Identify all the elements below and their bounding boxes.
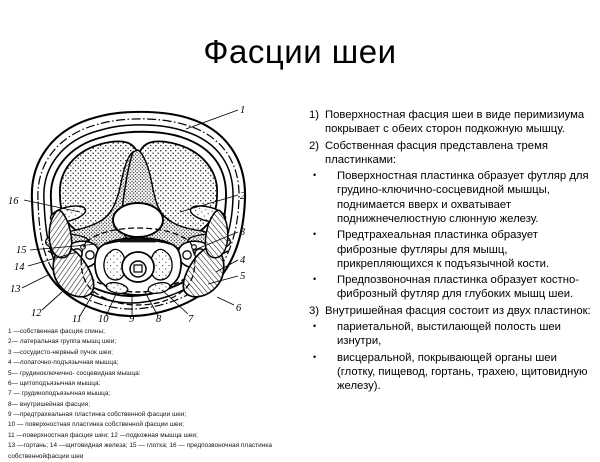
content-marker-1: 1) (309, 109, 320, 121)
figure-drawing (8, 105, 246, 322)
figure-legend (8, 327, 298, 462)
content-text-5: Предпозвоночная пластинка образует костно-фиброзный футляр для глубоких мышц шеи. (337, 274, 579, 301)
figure-label-11: 11 (72, 314, 82, 322)
content-text-2: Собственная фасция представлена тремя пластинками: (325, 139, 548, 166)
figure-label-13: 13 (10, 284, 21, 295)
figure-label-3: 3 (240, 227, 246, 238)
content-text-7: париетальной, выстилающей полость шеи изнутри, (337, 320, 561, 348)
figure-label-7: 7 (188, 314, 194, 322)
legend-item-9: 9 —предтрахеальная пластинка собственной фасции шеи; (8, 411, 187, 418)
content-text-6: Внутришейная фасция состоит из двух пластинок: (325, 304, 591, 317)
legend-item-1: 1 —собственная фасция спины; (8, 328, 105, 335)
content-bullet-5: • (313, 274, 317, 285)
legend-item-8: 8— внутришейная фасция; (8, 400, 91, 408)
content-item-1 (309, 108, 596, 137)
content-item-8 (309, 351, 596, 394)
figure-label-2: 2 (240, 191, 246, 202)
content-bullet-4: • (313, 229, 317, 240)
figure-label-1: 1 (240, 105, 246, 116)
vertebral-canal (113, 203, 163, 237)
figure-label-6: 6 (236, 303, 242, 314)
content-marker-6: 3) (309, 304, 320, 317)
legend-item-2: 2— латеральная группа мышц шеи; (8, 338, 117, 346)
content-text-4: Предтрахеальная пластинка образует фиброзные футляры для мышц, прикрепляющихся к подъязычной кости. (337, 229, 550, 270)
legend-item-3: 3 —сосудисто-нервный пучок шеи; (8, 348, 113, 356)
legend-item-10: 10 — поверхностная пластинка собственной фасции шеи; (8, 421, 184, 429)
description-text-column (309, 108, 596, 395)
figure-label-10: 10 (98, 314, 109, 322)
content-item-4 (309, 228, 596, 271)
legend-item-5: 5— грудиноключично- сосцевидная мышца: (8, 369, 141, 377)
content-text-3: Поверхностная пластинка образует футляр для грудино-ключично-сосцевидной мышцы, поднимается вверх и охватывает поднижнечелюстную слюнную железу. (337, 170, 589, 225)
figure-label-8: 8 (156, 314, 162, 322)
figure-label-4: 4 (240, 255, 246, 266)
content-item-3 (309, 169, 596, 226)
content-item-7 (309, 320, 596, 349)
figure-label-16: 16 (8, 196, 19, 207)
content-bullet-8: • (313, 351, 317, 362)
legend-item-12: 13 —гортань; 14 —щитовидная железа; 15 — глотка; 16 — предпозвоночная пластинка собственнойфасции шеи (8, 442, 272, 460)
content-marker-2: 2) (309, 139, 320, 152)
legend-item-7: 7 — грудиноподъязычная мышца; (8, 390, 111, 398)
legend-item-6: 6— щитоподъязычная мышца; (8, 379, 101, 387)
page-title: Фасции шеи (203, 33, 397, 70)
figure-label-15: 15 (16, 245, 27, 256)
trachea-lumen (134, 265, 142, 272)
legend-item-11: 11 —поверхностная фасция шеи; 12 —подкожная мышца шеи; (8, 431, 198, 439)
neck-cross-section-figure (2, 92, 296, 322)
figure-label-9: 9 (129, 314, 135, 322)
content-text-8: висцеральной, покрывающей органы шеи (глотку, пищевод, гортань, трахею, щитовидную железу). (337, 351, 588, 393)
figure-label-12: 12 (31, 308, 42, 319)
content-item-5 (309, 273, 596, 302)
legend-item-4: 4 —лопаточно-подъязычная мышца; (8, 359, 119, 367)
content-item-2 (309, 139, 596, 168)
figure-label-14: 14 (14, 262, 25, 273)
content-item-6 (309, 304, 596, 318)
content-bullet-3: • (313, 170, 317, 181)
content-bullet-7: • (313, 320, 317, 331)
pharynx-lumen (120, 239, 156, 242)
figure-label-5: 5 (240, 271, 246, 282)
content-text-1: Поверхностная фасция шеи в виде перимизиума покрывает с обеих сторон подкожную мышцу. (325, 109, 585, 136)
